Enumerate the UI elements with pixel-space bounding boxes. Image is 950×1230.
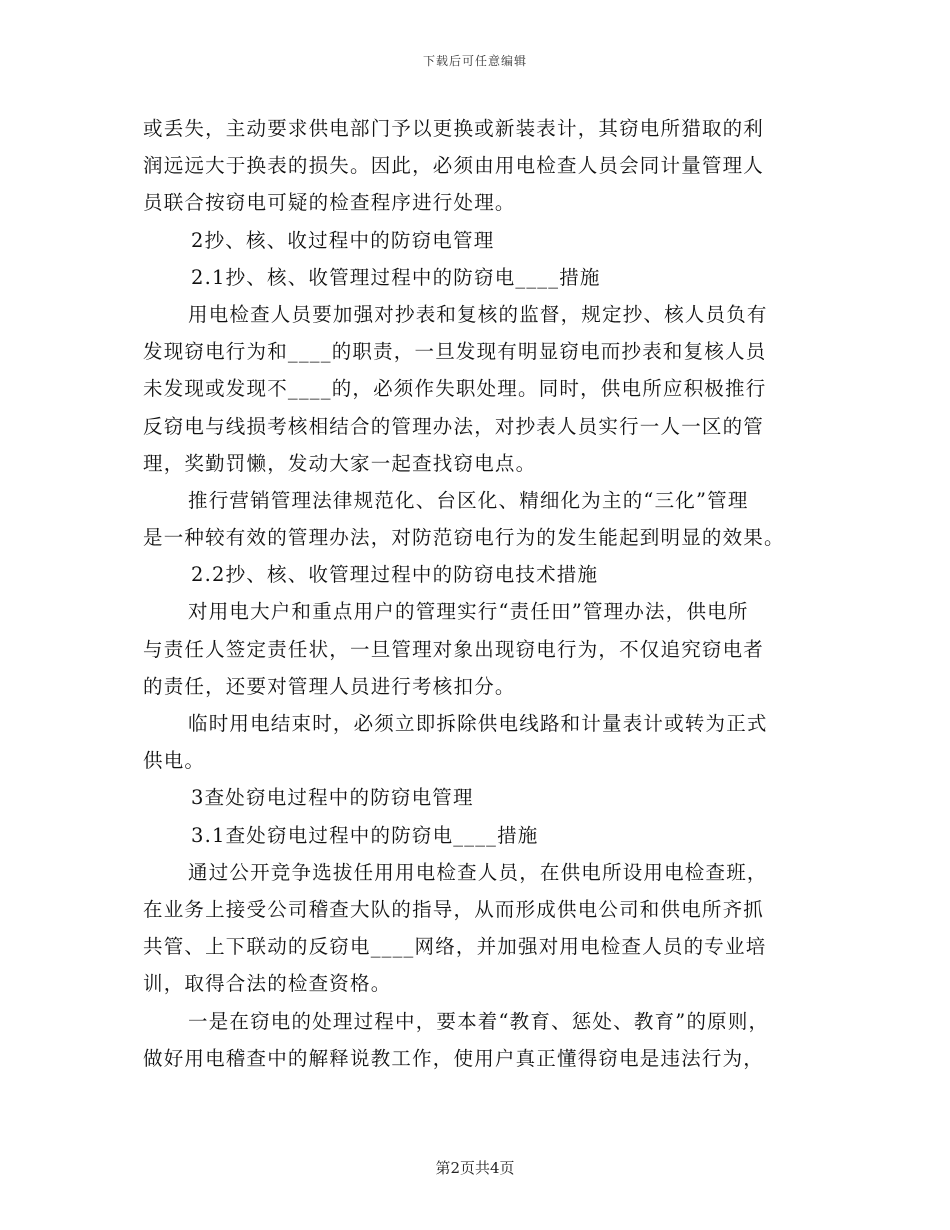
text-line: 推行营销管理法律规范化、台区化、精细化为主的“三化”管理 (188, 488, 749, 512)
text-line: 做好用电稽查中的解释说教工作，使用户真正懂得窃电是违法行为， (143, 1046, 765, 1070)
text-line: 共管、上下联动的反窃电____网络，并加强对用电检查人员的专业培 (143, 935, 767, 959)
text-line: 在业务上接受公司稽查大队的指导，从而形成供电公司和供电所齐抓 (143, 897, 765, 921)
text-line: 润远远大于换表的损失。因此，必须由用电检查人员会同计量管理人 (143, 154, 765, 178)
text-line: 员联合按窃电可疑的检查程序进行处理。 (143, 191, 516, 215)
section-heading: 3.1查处窃电过程中的防窃电____措施 (191, 823, 539, 847)
section-heading: 3查处窃电过程中的防窃电管理 (191, 786, 474, 810)
text-line: 通过公开竞争选拔任用用电检查人员，在供电所设用电检查班， (188, 860, 768, 884)
text-line: 理，奖勤罚懒，发动大家一起查找窃电点。 (143, 451, 537, 475)
page-header: 下载后可任意编辑 (422, 54, 527, 68)
page-number-footer: 第2页共4页 (435, 1159, 515, 1177)
text-line: 是一种较有效的管理办法，对防范窃电行为的发生能起到明显的效果。 (143, 526, 785, 550)
text-line: 对用电大户和重点用户的管理实行“责任田”管理办法，供电所 (188, 600, 749, 624)
text-line: 训，取得合法的检查资格。 (143, 972, 392, 996)
text-line: 或丢失，主动要求供电部门予以更换或新装表计，其窃电所猎取的利 (143, 117, 765, 140)
section-heading: 2.1抄、核、收管理过程中的防窃电____措施 (191, 265, 601, 289)
text-line: 与责任人签定责任状，一旦管理对象出现窃电行为，不仅追究窃电者 (143, 637, 765, 661)
text-line: 一是在窃电的处理过程中，要本着“教育、惩处、教育”的原则， (188, 1009, 770, 1033)
text-line: 发现窃电行为和____的职责，一旦发现有明显窃电而抄表和复核人员 (143, 340, 767, 364)
text-line: 的责任，还要对管理人员进行考核扣分。 (143, 674, 516, 698)
text-line: 供电。 (143, 749, 206, 773)
text-line: 用电检查人员要加强对抄表和复核的监督，规定抄、核人员负有 (188, 302, 768, 326)
text-line: 反窃电与线损考核相结合的管理办法，对抄表人员实行一人一区的管 (143, 414, 765, 438)
section-heading: 2.2抄、核、收管理过程中的防窃电技术措施 (191, 563, 599, 587)
text-line: 未发现或发现不____的，必须作失职处理。同时，供电所应积极推行 (143, 377, 767, 401)
text-line: 临时用电结束时，必须立即拆除供电线路和计量表计或转为正式 (188, 712, 768, 735)
section-heading: 2抄、核、收过程中的防窃电管理 (191, 228, 495, 252)
document-body (143, 110, 815, 1077)
